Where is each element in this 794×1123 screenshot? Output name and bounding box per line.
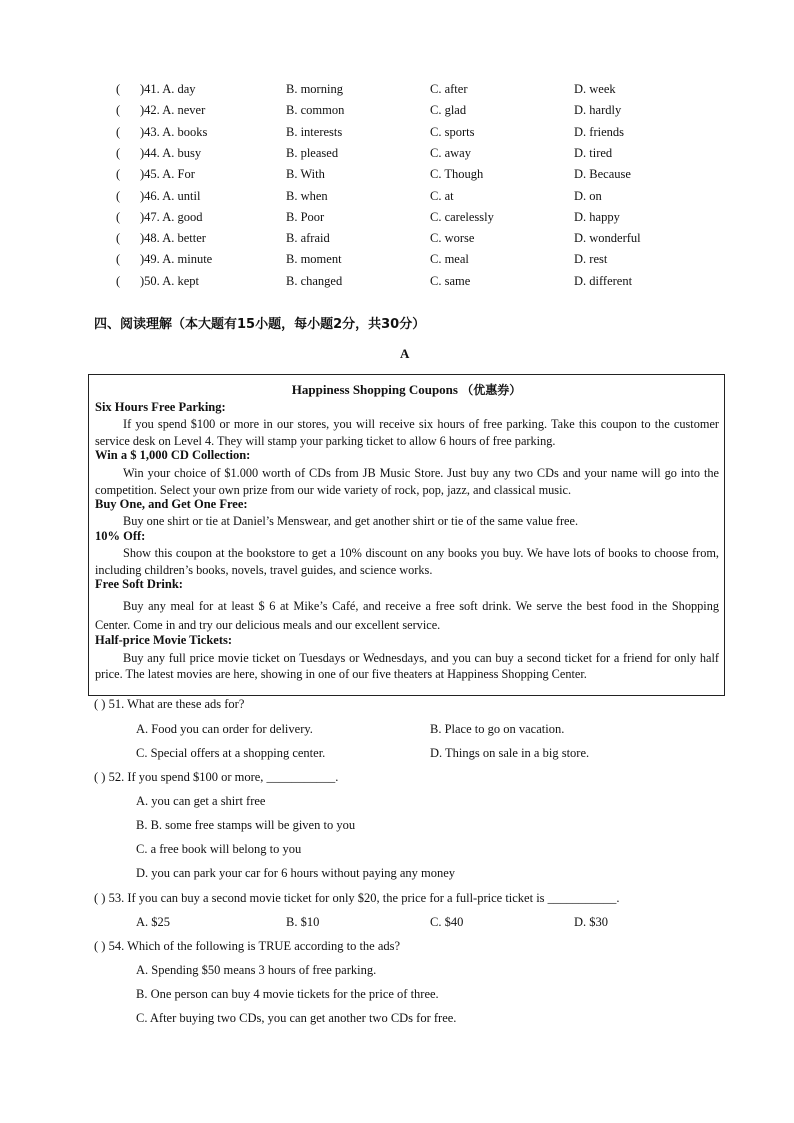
cloze-option-d: D. wonderful (574, 231, 641, 246)
cloze-option-a: )42. A. never (140, 103, 206, 118)
question-52-stem: ( ) 52. If you spend $100 or more, ___________. (94, 770, 339, 784)
cloze-paren: ( (116, 252, 121, 267)
cloze-paren: ( (116, 145, 121, 160)
cloze-paren: ( (116, 82, 121, 96)
question-54-option-a: A. Spending $50 means 3 hours of free parking. (136, 963, 377, 977)
coupon-text-discount: Show this coupon at the bookstore to get a 10% discount on any books you buy. We have lots of books to choose from, including children’s books, novels, travel guides, and science works. (95, 546, 719, 577)
question-53-option-a: A. $25 (136, 915, 171, 929)
cloze-option-b: B. Poor (286, 209, 325, 224)
cloze-option-d: D. friends (574, 124, 624, 139)
cloze-option-b: B. interests (286, 124, 343, 139)
cloze-option-d: D. on (574, 188, 602, 203)
question-53-option-c: C. $40 (430, 915, 464, 929)
coupon-heading-movie: Half-price Movie Tickets: (95, 633, 233, 647)
question-51-option-a: A. Food you can order for delivery. (136, 722, 313, 736)
cloze-option-c: C. same (430, 273, 471, 288)
cloze-option-c: C. worse (430, 231, 475, 246)
cloze-option-c: C. sports (430, 124, 475, 139)
cloze-paren: ( (116, 209, 121, 224)
cloze-option-a: )43. A. books (140, 124, 208, 139)
coupon-heading-discount: 10% Off: (95, 529, 146, 543)
question-53-option-d: D. $30 (574, 915, 609, 929)
cloze-paren: ( (116, 231, 121, 246)
cloze-option-b: B. common (286, 103, 345, 118)
cloze-option-c: C. Though (430, 167, 484, 182)
cloze-option-a: )49. A. minute (140, 252, 213, 267)
cloze-option-b: B. morning (286, 82, 343, 96)
cloze-option-d: D. Because (574, 167, 631, 182)
coupon-heading-cd: Win a $ 1,000 CD Collection: (95, 448, 251, 462)
coupon-text-parking: If you spend $100 or more in our stores, you will receive six hours of free parking. Take this coupon to the customer service desk on Level 4. They will stamp your parking ticket to allow 6 hours of free parking. (95, 417, 719, 448)
passage-letter: A (400, 346, 410, 361)
cloze-option-b: B. moment (286, 252, 342, 267)
coupon-text-buy-one: Buy one shirt or tie at Daniel’s Menswear, and get another shirt or tie of the same value free. (123, 514, 579, 528)
cloze-option-b: B. afraid (286, 231, 330, 246)
cloze-option-b: B. changed (286, 273, 343, 288)
question-54-option-c: C. After buying two CDs, you can get another two CDs for free. (136, 1011, 457, 1025)
coupon-title (89, 381, 724, 398)
cloze-paren: ( (116, 103, 121, 118)
question-51-option-c: C. Special offers at a shopping center. (136, 746, 326, 760)
coupon-box (88, 374, 725, 696)
question-52-option-d: D. you can park your car for 6 hours without paying any money (136, 866, 456, 880)
coupon-heading-parking: Six Hours Free Parking: (95, 400, 226, 414)
cloze-paren: ( (116, 124, 121, 139)
question-52-option-a: A. you can get a shirt free (136, 794, 266, 808)
cloze-option-c: C. glad (430, 103, 467, 118)
cloze-option-a: )46. A. until (140, 188, 201, 203)
cloze-option-a: )47. A. good (140, 209, 203, 224)
cloze-option-d: D. different (574, 273, 633, 288)
cloze-option-a: )41. A. day (140, 82, 196, 96)
cloze-option-b: B. With (286, 167, 325, 182)
coupon-text-movie: Buy any full price movie ticket on Tuesdays or Wednesdays, and you can buy a second ticket for a friend for only half price. The latest movies are here, showing in one of our five theaters at Happiness Shopping Center. (95, 651, 719, 681)
cloze-option-c: C. carelessly (430, 209, 494, 224)
question-51-option-d: D. Things on sale in a big store. (430, 746, 590, 760)
cloze-option-d: D. happy (574, 209, 620, 224)
question-53-stem: ( ) 53. If you can buy a second movie ticket for only $20, the price for a full-price ticket is ___________. (94, 891, 620, 905)
coupon-heading-drink: Free Soft Drink: (95, 577, 183, 591)
question-52-option-c: C. a free book will belong to you (136, 842, 302, 856)
cloze-option-d: D. rest (574, 252, 608, 267)
coupon-title-cn: （优惠券） (461, 383, 522, 397)
question-51-stem: ( ) 51. What are these ads for? (94, 697, 245, 711)
question-52-option-b: B. B. some free stamps will be given to you (136, 818, 356, 832)
cloze-option-b: B. when (286, 188, 328, 203)
cloze-option-a: )44. A. busy (140, 145, 202, 160)
cloze-option-d: D. week (574, 82, 616, 96)
cloze-paren: ( (116, 273, 121, 288)
section-title: 四、阅读理解（本大题有15小题，每小题2分，共30分） (94, 317, 426, 332)
cloze-option-c: C. away (430, 145, 471, 160)
coupon-text-cd: Win your choice of $1.000 worth of CDs from JB Music Store. Just buy any two CDs and your name will go into the competition. Select your own prize from our wide variety of rock, pop, jazz, and classical music. (95, 466, 719, 497)
cloze-option-a: )45. A. For (140, 167, 195, 182)
question-51-option-b: B. Place to go on vacation. (430, 722, 565, 736)
cloze-option-a: )48. A. better (140, 231, 206, 246)
cloze-option-b: B. pleased (286, 145, 339, 160)
cloze-option-d: D. hardly (574, 103, 622, 118)
cloze-option-c: C. after (430, 82, 468, 96)
question-54-option-b: B. One person can buy 4 movie tickets for the price of three. (136, 987, 439, 1001)
cloze-option-d: D. tired (574, 145, 613, 160)
question-53-option-b: B. $10 (286, 915, 320, 929)
question-54-stem: ( ) 54. Which of the following is TRUE according to the ads? (94, 939, 401, 953)
cloze-option-a: )50. A. kept (140, 273, 200, 288)
coupon-heading-buy-one: Buy One, and Get One Free: (95, 497, 248, 511)
coupon-text-drink: Buy any meal for at least $ 6 at Mike’s Café, and receive a free soft drink. We serve the best food in the Shopping Center. Come in and try our delicious meals and our excellent service. (95, 599, 719, 632)
cloze-option-c: C. at (430, 188, 454, 203)
cloze-option-c: C. meal (430, 252, 469, 267)
coupon-title-en: Happiness Shopping Coupons (291, 382, 458, 397)
cloze-paren: ( (116, 188, 121, 203)
cloze-paren: ( (116, 167, 121, 182)
